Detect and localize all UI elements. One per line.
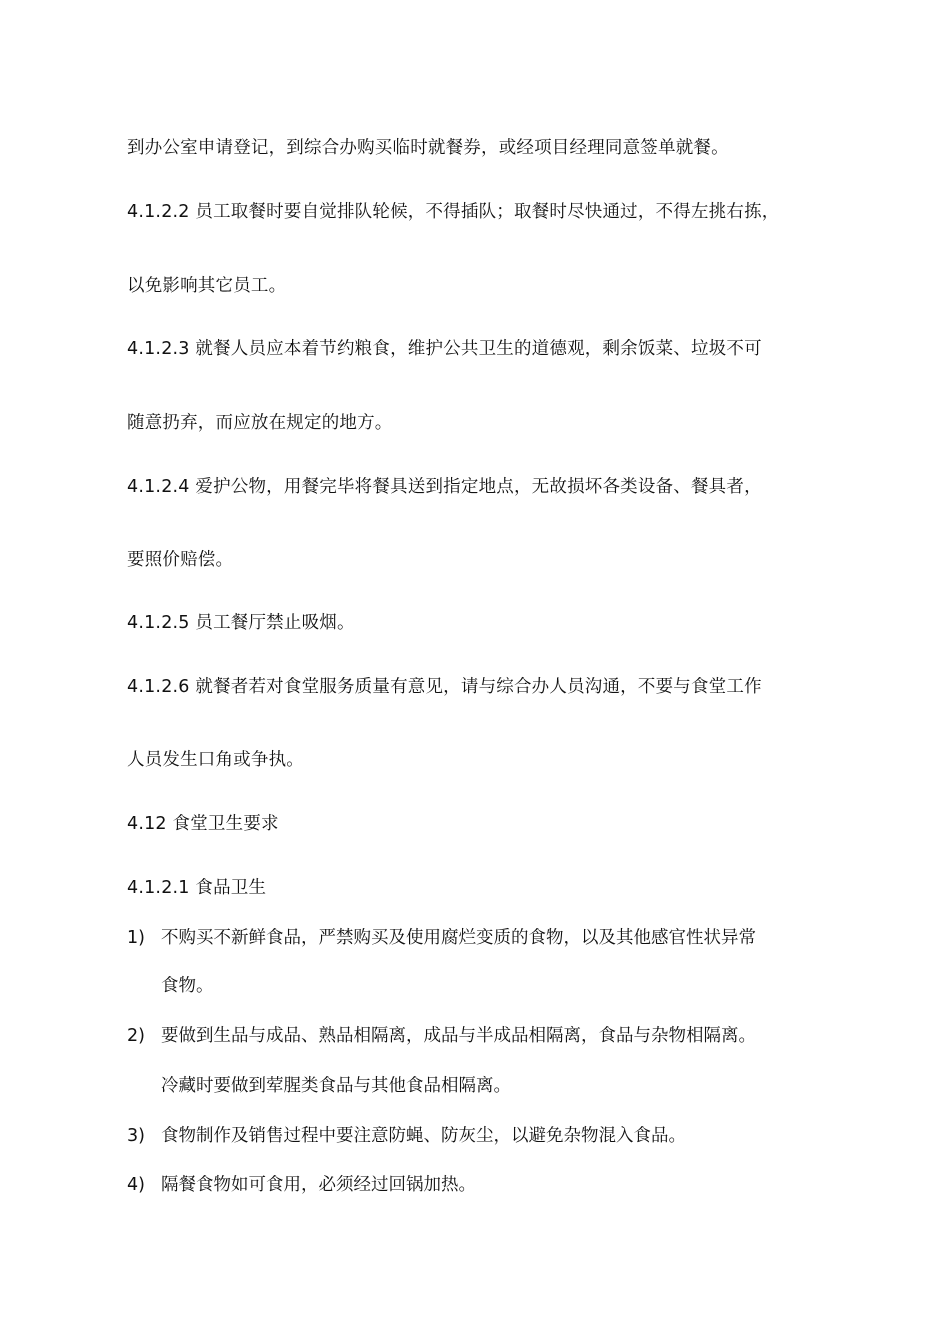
list-number: 1) — [127, 928, 145, 948]
paragraph-line: 4.1.2.3 就餐人员应本着节约粮食，维护公共卫生的道德观，剩余饭菜、垃圾不可 — [127, 339, 762, 359]
paragraph-line: 到办公室申请登记，到综合办购买临时就餐券，或经项目经理同意签单就餐。 — [127, 138, 729, 158]
paragraph-line: 以免影响其它员工。 — [127, 276, 287, 296]
list-text: 隔餐食物如可食用，必须经过回锅加热。 — [161, 1175, 476, 1195]
paragraph-line: 4.1.2.4 爱护公物，用餐完毕将餐具送到指定地点，无故损坏各类设备、餐具者， — [127, 477, 762, 497]
paragraph-line: 4.1.2.2 员工取餐时要自觉排队轮候，不得插队；取餐时尽快通过，不得左挑右拣， — [127, 202, 780, 222]
list-continuation: 冷藏时要做到荤腥类食品与其他食品相隔离。 — [161, 1076, 511, 1096]
section-heading: 4.12 食堂卫生要求 — [127, 814, 279, 834]
paragraph-line: 4.1.2.5 员工餐厅禁止吸烟。 — [127, 613, 355, 633]
list-continuation: 食物。 — [161, 976, 214, 996]
list-number: 4) — [127, 1175, 145, 1195]
paragraph-line: 要照价赔偿。 — [127, 550, 234, 570]
list-text: 要做到生品与成品、熟品相隔离，成品与半成品相隔离，食品与杂物相隔离。 — [161, 1026, 756, 1046]
paragraph-line: 4.1.2.6 就餐者若对食堂服务质量有意见，请与综合办人员沟通，不要与食堂工作 — [127, 677, 762, 697]
paragraph-line: 随意扔弃，而应放在规定的地方。 — [127, 413, 393, 433]
list-number: 3) — [127, 1126, 145, 1146]
list-number: 2) — [127, 1026, 145, 1046]
list-text: 食物制作及销售过程中要注意防蝇、防灰尘，以避免杂物混入食品。 — [161, 1126, 686, 1146]
list-text: 不购买不新鲜食品，严禁购买及使用腐烂变质的食物，以及其他感官性状异常 — [161, 928, 756, 948]
subsection-heading: 4.1.2.1 食品卫生 — [127, 878, 267, 898]
paragraph-line: 人员发生口角或争执。 — [127, 750, 304, 770]
